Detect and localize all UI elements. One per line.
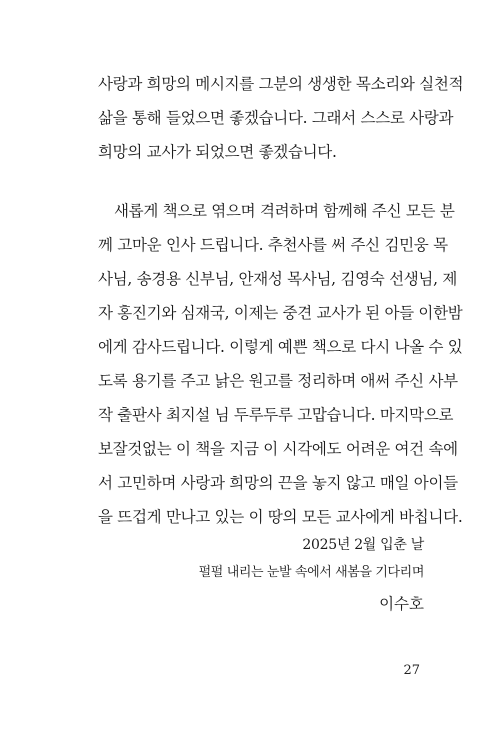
paragraph-line: 삶을 통해 들었으면 좋겠습니다. 그래서 스스로 사랑과 — [98, 109, 454, 127]
closing-subtitle: 펄펄 내리는 눈발 속에서 새봄을 기다리며 — [198, 565, 424, 580]
page-number: 27 — [403, 663, 420, 678]
paragraph-line: 께 고마운 인사 드립니다. 추천사를 써 주신 김민웅 목 — [98, 236, 448, 254]
paragraph-line: 사랑과 희망의 메시지를 그분의 생생한 목소리와 실천적 — [98, 75, 464, 93]
paragraph-line: 을 뜨겁게 만나고 있는 이 땅의 모든 교사에게 바칩니다. — [98, 508, 463, 526]
paragraph-line: 자 홍진기와 심재국, 이제는 중견 교사가 된 아들 이한밤 — [98, 304, 463, 322]
paragraph-line: 보잘것없는 이 책을 지금 이 시각에도 어려운 여건 속에 — [98, 440, 458, 458]
paragraph-line: 에게 감사드립니다. 이렇게 예쁜 책으로 다시 나올 수 있 — [98, 338, 463, 356]
paragraph-line: 도록 용기를 주고 낡은 원고를 정리하며 애써 주신 사부 — [98, 372, 458, 390]
paragraph-line: 새롭게 책으로 엮으며 격려하며 함께해 주신 모든 분 — [114, 202, 455, 220]
paragraph-line: 사님, 송경용 신부님, 안재성 목사님, 김영숙 선생님, 제 — [98, 270, 458, 288]
paragraph-2 — [98, 194, 463, 534]
author-name: 이수호 — [379, 595, 424, 613]
paragraph-line: 희망의 교사가 되었으면 좋겠습니다. — [98, 143, 337, 161]
paragraph-line: 작 출판사 최지설 님 두루두루 고맙습니다. 마지막으로 — [98, 406, 454, 424]
closing-date: 2025년 2월 입춘 날 — [302, 537, 424, 553]
paragraph-1 — [98, 67, 464, 169]
paragraph-line: 서 고민하며 사랑과 희망의 끈을 놓지 않고 매일 아이들 — [98, 474, 458, 492]
